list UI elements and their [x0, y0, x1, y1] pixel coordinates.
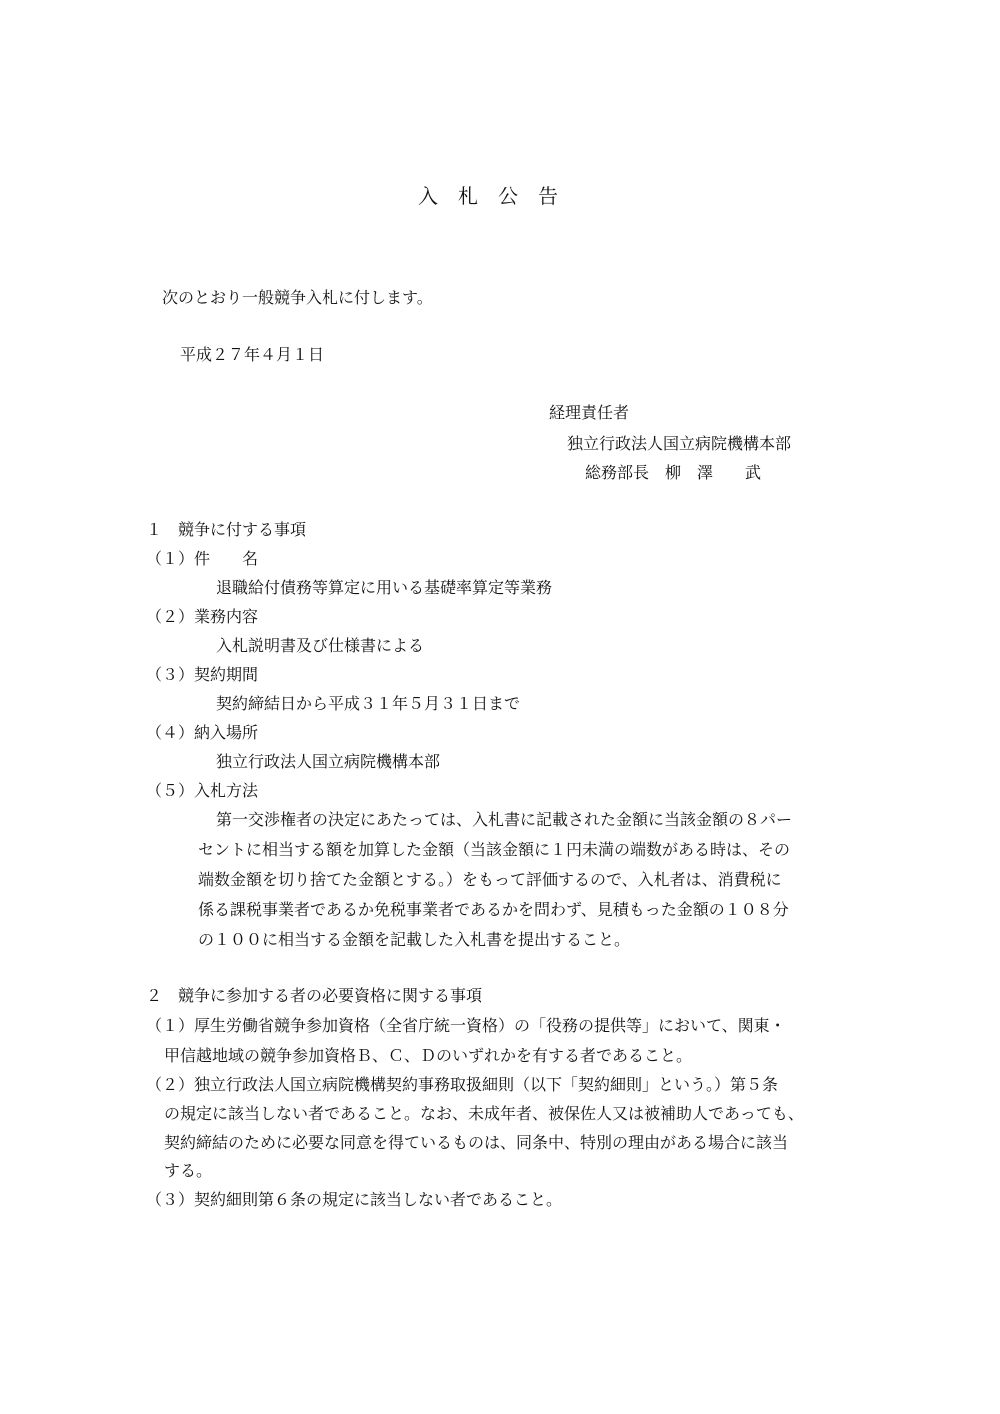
item-2-2-line: する。	[164, 1161, 213, 1180]
item-2-2-line: 契約締結のために必要な同意を得ているものは、同条中、特別の理由がある場合に該当	[164, 1133, 789, 1152]
issuer-role: 経理責任者	[549, 403, 630, 422]
section-2-heading: ２ 競争に参加する者の必要資格に関する事項	[146, 986, 483, 1005]
item-1-2-body: 入札説明書及び仕様書による	[216, 636, 425, 655]
item-1-5-body-line: 端数金額を切り捨てた金額とする。）をもって評価するので、入札者は、消費税に	[198, 870, 782, 889]
issuer-name: 総務部長 柳 澤 武	[585, 463, 762, 482]
item-2-1-line: （１）厚生労働省競争参加資格（全省庁統一資格）の「役務の提供等」において、関東・	[146, 1016, 786, 1035]
page-title: 入 札 公 告	[418, 184, 558, 208]
issuer-organization: 独立行政法人国立病院機構本部	[567, 434, 792, 453]
item-1-1-label: （１）件 名	[146, 549, 259, 568]
issue-date: 平成２７年４月１日	[180, 345, 325, 364]
item-1-4-label: （４）納入場所	[146, 723, 259, 742]
item-2-2-line: の規定に該当しない者であること。なお、未成年者、被保佐人又は被補助人であっても、	[164, 1104, 804, 1123]
intro-text: 次のとおり一般競争入札に付します。	[162, 288, 433, 307]
section-1-heading: １ 競争に付する事項	[146, 520, 307, 539]
item-2-2-line: （２）独立行政法人国立病院機構契約事務取扱細則（以下「契約細則」という。）第５条	[146, 1075, 779, 1094]
item-1-5-body-line: セントに相当する額を加算した金額（当該金額に１円未満の端数がある時は、その	[198, 840, 791, 859]
item-2-3-line: （３）契約細則第６条の規定に該当しない者であること。	[146, 1190, 563, 1209]
item-1-5-body-line: 第一交渉権者の決定にあたっては、入札書に記載された金額に当該金額の８パー	[216, 810, 793, 829]
item-1-3-body: 契約締結日から平成３１年５月３１日まで	[216, 694, 521, 713]
item-1-3-label: （３）契約期間	[146, 665, 259, 684]
item-1-4-body: 独立行政法人国立病院機構本部	[216, 752, 441, 771]
item-1-1-body: 退職給付債務等算定に用いる基礎率算定等業務	[216, 578, 553, 597]
item-2-1-line: 甲信越地域の競争参加資格Ｂ、Ｃ、Ｄのいずれかを有する者であること。	[164, 1046, 693, 1065]
item-1-5-label: （５）入札方法	[146, 781, 259, 800]
item-1-2-label: （２）業務内容	[146, 607, 259, 626]
item-1-5-body-line: の１００に相当する金額を記載した入札書を提出すること。	[198, 930, 631, 949]
item-1-5-body-line: 係る課税事業者であるか免税事業者であるかを問わず、見積もった金額の１０８分	[198, 900, 789, 919]
